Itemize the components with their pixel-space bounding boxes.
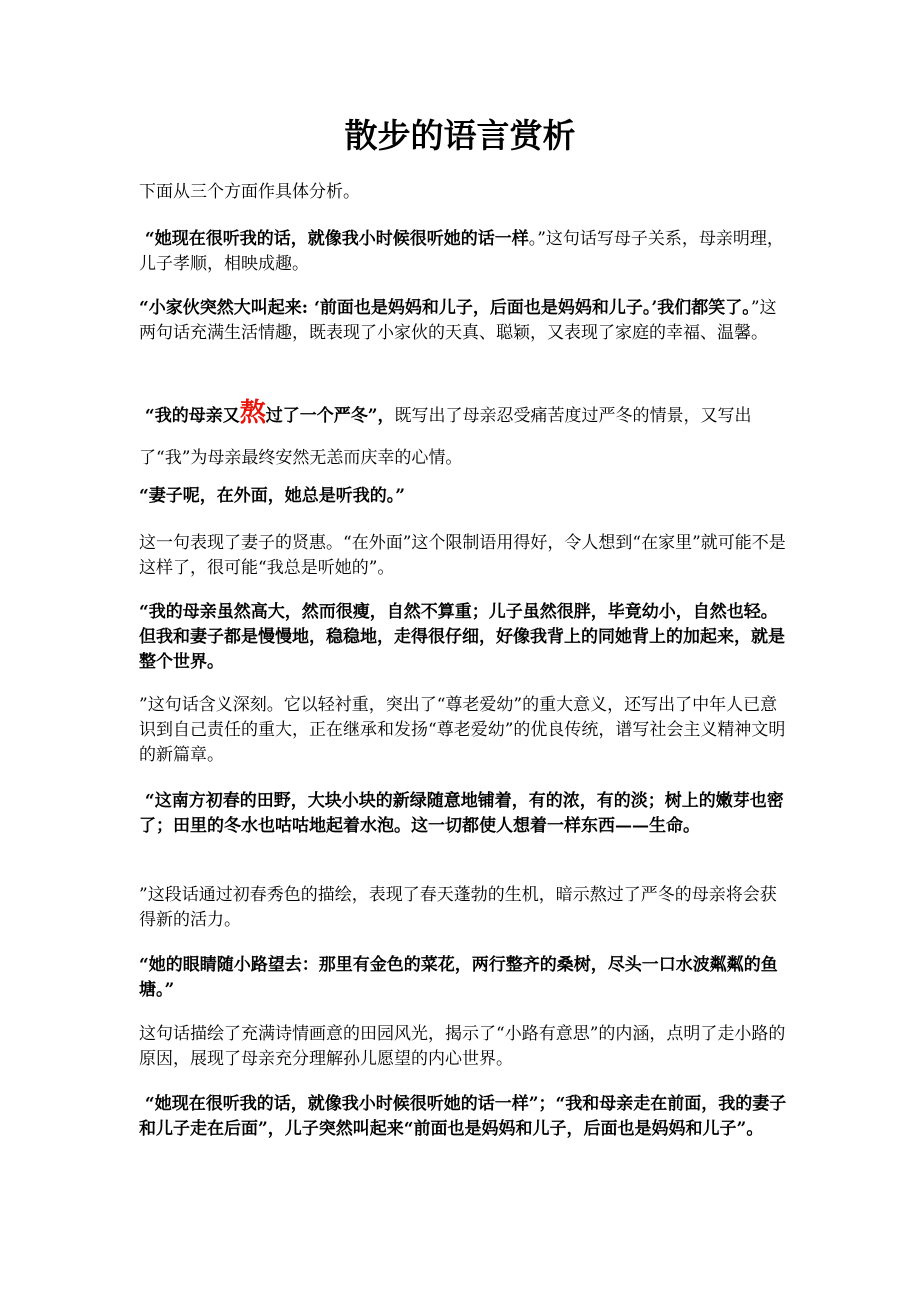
document-title: 散步的语言赏析	[344, 116, 576, 155]
paragraph-3-quote-start: “我的母亲又	[139, 406, 240, 426]
paragraph-12-quote: “她现在很听我的话，就像我小时候很听她的话一样”；“我和母亲走在前面，我的妻子和儿子走在后面”，儿子突然叫起来“前面也是妈妈和儿子，后面也是妈妈和儿子”。	[139, 1094, 787, 1139]
paragraph-2-quote: “小家伙突然大叫起来: ‘前面也是妈妈和儿子，后面也是妈妈和儿子。’我们都笑了。	[139, 298, 751, 318]
paragraph-3	[139, 395, 787, 479]
highlighted-character: 熬	[239, 398, 266, 428]
paragraph-1-quote: “她现在很听我的话，就像我小时候很听她的话一样	[139, 229, 529, 249]
paragraph-3-comment: 既写出了母亲忍受痛苦度过严冬的情景，又写出了“我”为母亲最终安然无恙而庆幸的心情。	[139, 406, 752, 468]
intro-paragraph: 下面从三个方面作具体分析。	[139, 182, 360, 202]
paragraph-10-quote: “她的眼睛随小路望去：那里有金色的菜花，两行整齐的桑树，尽头一口水波粼粼的鱼塘。”	[139, 955, 778, 1000]
paragraph-3-quote-end: 过了一个严冬”，	[265, 406, 395, 426]
paragraph-9: ”这段话通过初春秀色的描绘，表现了春天蓬勃的生机，暗示熬过了严冬的母亲将会获得新的活力。	[139, 885, 777, 930]
paragraph-7: ”这句话含义深刻。它以轻衬重，突出了“尊老爱幼”的重大意义，还写出了中年人已意识到自己责任的重大，正在继承和发扬“尊老爱幼”的优良传统，谱写社会主义精神文明的新篇章。	[139, 695, 786, 765]
paragraph-2-comment: ”这两句话充满生活情趣，既表现了小家伙的天真、聪颖，又表现了家庭的幸福、温馨。	[139, 298, 777, 343]
paragraph-5: 这一句表现了妻子的贤惠。“在外面”这个限制语用得好，令人想到“在家里”就可能不是这样了，很可能“我总是听她的”。	[139, 533, 786, 578]
paragraph-6-quote: “我的母亲虽然高大，然而很瘦，自然不算重；儿子虽然很胖，毕竟幼小，自然也轻。但我和妻子都是慢慢地，稳稳地，走得很仔细，好像我背上的同她背上的加起来，就是整个世界。	[139, 602, 785, 672]
paragraph-8-quote: “这南方初春的田野，大块小块的新绿随意地铺着，有的浓，有的淡；树上的嫩芽也密了；田里的冬水也咕咕地起着水泡。这一切都使人想着一样东西——生命。	[139, 791, 784, 836]
paragraph-1-comment: 。”这句话写母子关系，母亲明理，儿子孝顺，相映成趣。	[139, 229, 784, 274]
paragraph-2	[139, 296, 787, 346]
paragraph-1	[139, 227, 787, 277]
paragraph-11: 这句话描绘了充满诗情画意的田园风光，揭示了“小路有意思”的内涵，点明了走小路的原因，展现了母亲充分理解孙儿愿望的内心世界。	[139, 1024, 786, 1069]
paragraph-4-quote: “妻子呢，在外面，她总是听我的。”	[139, 486, 406, 506]
